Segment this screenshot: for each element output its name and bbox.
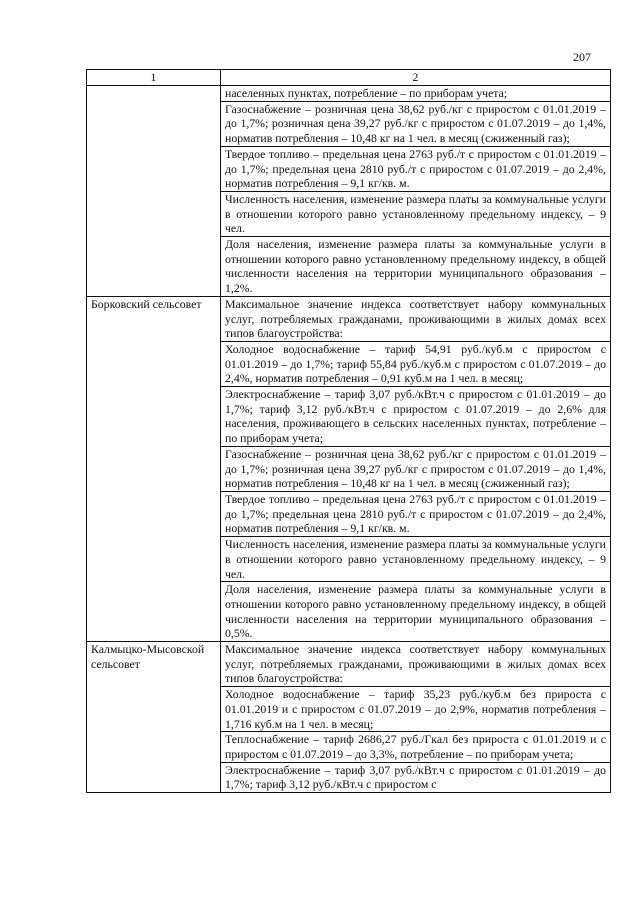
tariff-paragraph: Численность населения, изменение размера платы за коммунальные услуги в отношении которого равно установленному предельному индексу, – 9 чел. [221,192,610,237]
tariff-paragraph: Твердое топливо – предельная цена 2763 руб./т с приростом с 01.01.2019 – до 1,7%; предельная цена 2810 руб./т с приростом с 01.07.2019 – до 2,4%, норматив потребления – 9,1 кг/кв. м. [221,492,610,537]
tariff-paragraph: Максимальное значение индекса соответствует набору коммунальных услуг, потребляемых гражданами, проживающими в жилых домах всех типов благоустройства: [221,297,610,342]
table-row [87,296,611,641]
municipality-name [87,86,221,297]
tariff-description-cell [221,86,611,297]
tariff-paragraph: Газоснабжение – розничная цена 38,62 руб./кг с приростом с 01.01.2019 – до 1,7%; розничная цена 39,27 руб./кг с приростом с 01.07.2019 – до 1,4%, норматив потребления – 10,48 кг на 1 чел. в месяц (сжиженный газ); [221,102,610,147]
tariff-paragraph: населенных пунктах, потребление – по приборам учета; [221,86,610,102]
column-header-2: 2 [221,70,611,86]
page-number: 207 [573,50,591,64]
table-row [87,86,611,297]
tariff-paragraph: Холодное водоснабжение – тариф 54,91 руб./куб.м с приростом с 01.01.2019 – до 1,7%; тариф 55,84 руб./куб.м с приростом с 01.07.2019 – до 2,4%, норматив потребления – 0,91 куб.м на 1 чел. в месяц; [221,342,610,387]
tariff-paragraph: Теплоснабжение – тариф 2686,27 руб./Гкал без прироста с 01.01.2019 и с приростом с 01.07.2019 – до 3,3%, потребление – по приборам учета; [221,732,610,762]
tariff-paragraph: Холодное водоснабжение – тариф 35,23 руб./куб.м без прироста с 01.01.2019 и с приростом с 01.07.2019 – до 2,9%, норматив потребления – 1,716 куб.м на 1 чел. в месяц; [221,687,610,732]
municipality-name: Борковский сельсовет [87,296,221,641]
tariff-description-cell [221,296,611,641]
tariff-paragraph: Численность населения, изменение размера платы за коммунальные услуги в отношении которого равно установленному предельному индексу, – 9 чел. [221,537,610,582]
tariff-paragraph: Доля населения, изменение размера платы за коммунальные услуги в отношении которого равно установленному предельному индексу, в общей численности населения на территории муниципального образования – 0,5%. [225,582,606,641]
tariff-paragraph: Газоснабжение – розничная цена 38,62 руб./кг с приростом с 01.01.2019 – до 1,7%; розничная цена 39,27 руб./кг с приростом с 01.07.2019 – до 1,4%, норматив потребления – 10,48 кг на 1 чел. в месяц (сжиженный газ); [221,447,610,492]
tariff-paragraph: Максимальное значение индекса соответствует набору коммунальных услуг, потребляемых гражданами, проживающими в жилых домах всех типов благоустройства: [221,642,610,687]
tariff-description-cell [221,642,611,793]
tariff-paragraph: Доля населения, изменение размера платы за коммунальные услуги в отношении которого равно установленному предельному индексу, в общей численности населения на территории муниципального образования – 1,2%. [225,237,606,296]
column-header-1: 1 [87,70,221,86]
municipality-name: Калмыцко-Мысовской сельсовет [87,642,221,793]
table-row [87,642,611,793]
tariff-table [86,69,611,793]
tariff-paragraph: Электроснабжение – тариф 3,07 руб./кВт.ч с приростом с 01.01.2019 – до 1,7%; тариф 3,12 руб./кВт.ч с приростом с [225,762,606,792]
table-header-row [87,70,611,86]
tariff-paragraph: Твердое топливо – предельная цена 2763 руб./т с приростом с 01.01.2019 – до 1,7%; предельная цена 2810 руб./т с приростом с 01.07.2019 – до 2,4%, норматив потребления – 9,1 кг/кв. м. [221,147,610,192]
tariff-paragraph: Электроснабжение – тариф 3,07 руб./кВт.ч с приростом с 01.01.2019 – до 1,7%; тариф 3,12 руб./кВт.ч с приростом с 01.07.2019 – до 2,6% для населения, проживающего в сельских населенных пунктах, потребление – по приборам учета; [221,387,610,447]
